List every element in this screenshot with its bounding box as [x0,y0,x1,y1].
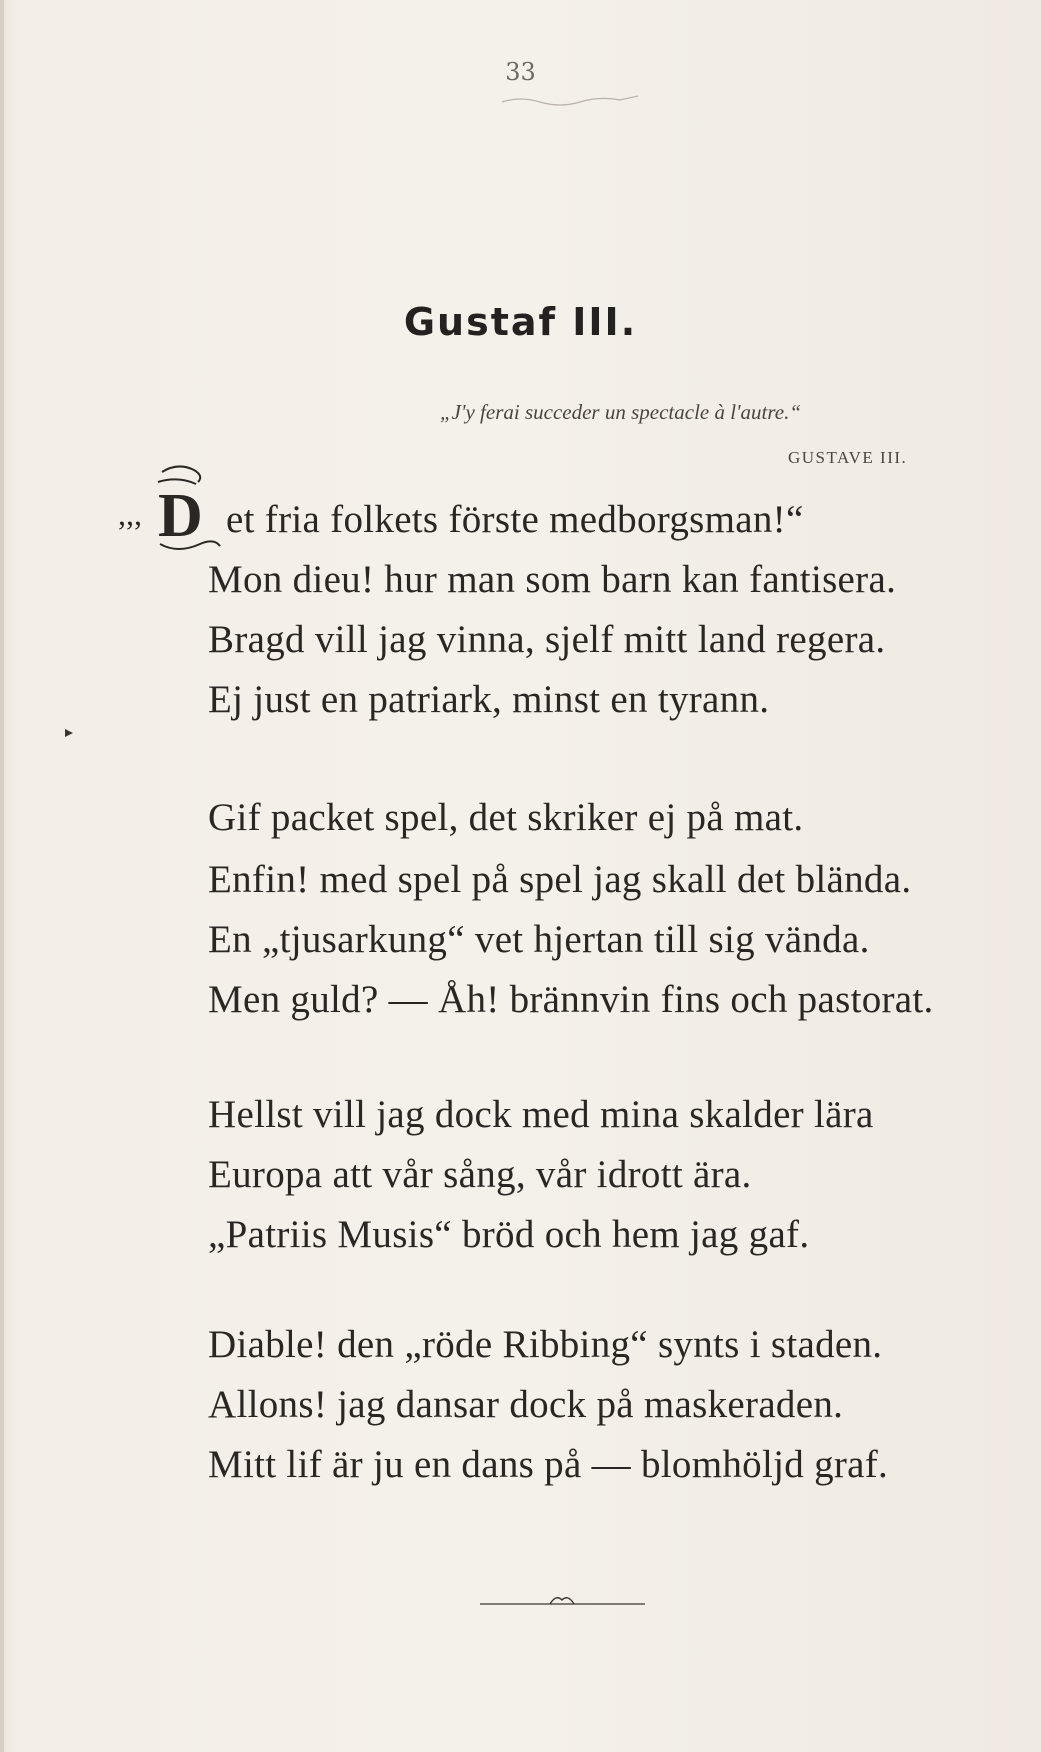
poem-line: Enfin! med spel på spel jag skall det blända. [208,858,912,901]
poem-line: Ej just en patriark, minst en tyrann. [208,678,770,721]
poem-line: Gif packet spel, det skriker ej på mat. [208,796,804,839]
page-edge [0,0,4,1752]
margin-mark-icon [63,727,75,739]
poem-line: Allons! jag dansar dock på maskeraden. [208,1383,844,1426]
svg-text:D: D [158,482,203,550]
poem-line: „Patriis Musis“ bröd och hem jag gaf. [208,1213,810,1256]
poem-line: Men guld? — Åh! brännvin fins och pastorat. [208,978,934,1021]
poem-line: Europa att vår sång, vår idrott ära. [208,1153,752,1196]
poem-line: et fria folkets förste medborgsman!“ [226,498,804,541]
opening-quote-mark: ,,, [118,496,142,532]
poem-line: Diable! den „röde Ribbing“ synts i staden. [208,1323,883,1366]
poem-title: Gustaf III. [403,300,638,344]
poem-line: Bragd vill jag vinna, sjelf mitt land regera. [208,618,886,661]
poem-line: Hellst vill jag dock med mina skalder lära [208,1093,874,1136]
page-number-flourish [500,94,640,108]
decorated-initial-letter [148,460,226,560]
epigraph: „J'y ferai succeder un spectacle à l'autre.“ [440,400,802,424]
poem-line: En „tjusarkung“ vet hjertan till sig vända. [208,918,870,961]
epigraph-attribution: GUSTAVE III. [788,448,908,467]
page-number: 33 [505,58,536,86]
end-ornament-icon [480,1592,645,1612]
poem-line: Mitt lif är ju en dans på — blomhöljd graf. [208,1443,889,1486]
poem-line: Mon dieu! hur man som barn kan fantisera. [208,558,897,601]
